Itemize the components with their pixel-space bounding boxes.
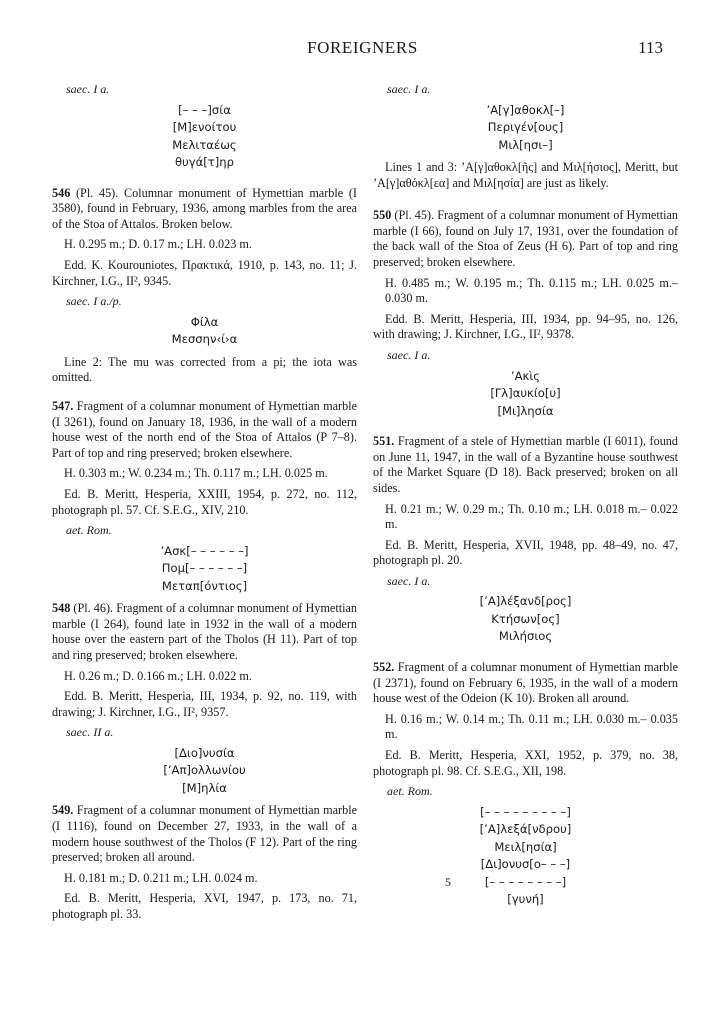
- inscription-line: [Μι]λησία: [497, 403, 554, 418]
- inscription-line: [Μ]ενοίτου: [172, 120, 237, 135]
- bibliography: Edd. K. Kourouniotes, Πρακτικά, 1910, p. 143, no. 11; J. Kirchner, I.G., II², 9345.: [52, 257, 357, 288]
- measurements: H. 0.295 m.; D. 0.17 m.; LH. 0.023 m.: [64, 237, 252, 252]
- inscription-line: Μειλ[ησία]: [494, 839, 557, 854]
- entry-description: Fragment of a columnar monument of Hymettian marble (I 3261), found on January 18, 1936, in the wall of a modern house west of the north end of the Stoa of Attalos (P 7–8). Part of top and ring preserved; broken elsewhere.: [52, 398, 357, 460]
- line-number: 5: [445, 874, 451, 889]
- inscription-line: [– – –]σία: [178, 102, 231, 117]
- measurements: H. 0.485 m.; W. 0.195 m.; Th. 0.115 m.; LH. 0.025 m.– 0.030 m.: [385, 275, 678, 306]
- entry-description: (Pl. 45). Fragment of a columnar monument of Hymettian marble (I 66), found on July 17, 1931, over the foundation of the back wall of the Stoa of Zeus (H 6). Part of top and ring preserved; broken elsewhere.: [373, 208, 678, 270]
- date-label: saec. I a.: [66, 82, 110, 96]
- date-label: aet. Rom.: [387, 784, 433, 799]
- entry-552: [373, 660, 678, 707]
- inscription-line: Φίλα: [190, 314, 219, 329]
- inscription-line: θυγά[τ]ηρ: [174, 155, 235, 170]
- bibliography: Edd. B. Meritt, Hesperia, III, 1934, p. 92, no. 119, with drawing; J. Kirchner, I.G., II², 9357.: [52, 689, 357, 719]
- inscription-text: [52, 314, 357, 349]
- entry-description: Fragment of a columnar monument of Hymettian marble (I 1116), found on December 27, 1933, in the wall of a modern house southwest of the Tholos (F 12). Part of the ring preserved; broken all around.: [52, 803, 357, 865]
- entry-description: Fragment of a columnar monument of Hymettian marble (I 2371), found on February 6, 1935, in the wall of a modern house west of the Odeion (K 10). Broken all around.: [373, 659, 678, 706]
- measurements: H. 0.181 m.; D. 0.211 m.; LH. 0.024 m.: [64, 870, 258, 885]
- entry-546: [52, 186, 357, 233]
- entry-description: (Pl. 46). Fragment of a columnar monument of Hymettian marble (I 264), found late in 1932 in the wall of a modern house over the eastern part of the Tholos (H 11). Part of top and ring preserved; broken elsewhere.: [52, 601, 357, 662]
- measurements: H. 0.303 m.; W. 0.234 m.; Th. 0.117 m.; LH. 0.025 m.: [64, 466, 328, 481]
- entry-number: 548: [52, 601, 71, 616]
- inscription-line: Μελιταέως: [172, 137, 237, 152]
- date-label: saec. I a.: [387, 348, 431, 363]
- inscription-line: [’Α]λέξανδ[ρος]: [479, 594, 572, 609]
- date-label: saec. II a.: [66, 725, 114, 740]
- entry-547: [52, 399, 357, 461]
- page-header: [0, 38, 725, 68]
- inscription-line: ’Ακὶς: [510, 368, 541, 383]
- inscription-line: [’Απ]ολλωνίου: [163, 763, 246, 778]
- entry-number: 550: [373, 208, 392, 223]
- inscription-line-5: [373, 874, 678, 892]
- inscription-line: Μιλ[ησι–]: [498, 137, 553, 152]
- bibliography: Ed. B. Meritt, Hesperia, XVI, 1947, p. 173, no. 71, photograph pl. 33.: [52, 891, 357, 921]
- entry-number: 551.: [373, 434, 395, 449]
- inscription-line: [– – – – – – – – –]: [480, 804, 571, 819]
- inscription-text: [52, 745, 357, 798]
- date-label: saec. I a.: [387, 82, 431, 96]
- entry-number: 546: [52, 185, 71, 200]
- left-column: [52, 80, 357, 928]
- inscription-line: [Διο]νυσία: [174, 745, 235, 760]
- inscription-text: [373, 102, 678, 155]
- inscription-text: [373, 368, 678, 421]
- right-column: [373, 80, 678, 915]
- entry-549: [52, 803, 357, 865]
- inscription-line: ’Ασκ[– – – – – –]: [160, 543, 249, 558]
- bibliography: Edd. B. Meritt, Hesperia, III, 1934, pp. 94–95, no. 126, with drawing; J. Kirchner, I.G., II², 9378.: [373, 311, 678, 342]
- page-number: 113: [638, 38, 663, 57]
- entry-number: 547.: [52, 398, 74, 413]
- inscription-line: [Γλ]αυκίο[υ]: [490, 386, 561, 401]
- inscription-text: [373, 804, 678, 909]
- entry-description: Fragment of a stele of Hymettian marble (I 6011), found on June 11, 1947, in the wall of a Byzantine house southwest of the Market Square (D 18). Back preserved; broken on all sides.: [373, 434, 678, 495]
- bibliography: Ed. B. Meritt, Hesperia, XXIII, 1954, p. 272, no. 112, photograph pl. 57. Cf. S.E.G., XIV, 210.: [52, 486, 357, 517]
- inscription-text: [373, 593, 678, 646]
- commentary-note: Line 2: The mu was corrected from a pi; the iota was omitted.: [52, 354, 357, 385]
- bibliography: Ed. B. Meritt, Hesperia, XVII, 1948, pp. 48–49, no. 47, photograph pl. 20.: [373, 537, 678, 568]
- inscription-line: Περιγέν[ους]: [487, 120, 564, 135]
- measurements: H. 0.16 m.; W. 0.14 m.; Th. 0.11 m.; LH. 0.030 m.– 0.035 m.: [385, 711, 678, 742]
- inscription-text: [52, 102, 357, 172]
- inscription-line: [’Α]λεξά[νδρου]: [479, 822, 572, 837]
- inscription-text: [52, 543, 357, 596]
- inscription-line: Πομ[– – – – – –]: [161, 561, 248, 576]
- measurements: H. 0.21 m.; W. 0.29 m.; Th. 0.10 m.; LH. 0.018 m.– 0.022 m.: [385, 501, 678, 532]
- date-label: aet. Rom.: [66, 523, 112, 538]
- entry-548: [52, 601, 357, 663]
- entry-description: (Pl. 45). Columnar monument of Hymettian marble (I 3580), found in February, 1936, among marbles from the area of the Stoa of Attalos. Broken below.: [52, 185, 357, 231]
- inscription-line: Μιλήσιος: [498, 629, 553, 644]
- inscription-line: ’Α[γ]αθοκλ[–]: [486, 102, 565, 117]
- inscription-line: Μεσσην‹ί›α: [171, 332, 238, 347]
- commentary-note: Lines 1 and 3: ’Α[γ]αθοκλ[ῆς] and Μιλ[ήσιος], Meritt, but ’Α[γ]αθόκλ[εα] and Μιλ[ησία] are just as likely.: [373, 160, 678, 190]
- inscription-line: [Δι]ονυσ[ο– – –]: [480, 857, 571, 872]
- inscription-line-text: [– – – – – – – –]: [484, 874, 567, 889]
- entry-number: 549.: [52, 803, 74, 818]
- entry-550: [373, 208, 678, 270]
- running-title: FOREIGNERS: [307, 38, 418, 57]
- bibliography: Ed. B. Meritt, Hesperia, XXI, 1952, p. 379, no. 38, photograph pl. 98. Cf. S.E.G., XII, 198.: [373, 747, 678, 778]
- entry-551: [373, 434, 678, 496]
- inscription-line: Μεταπ[όντιος]: [161, 578, 248, 593]
- date-label: saec. I a./p.: [66, 294, 122, 309]
- inscription-line: [Μ]ηλία: [182, 780, 227, 795]
- inscription-line: [γυνή]: [507, 892, 544, 907]
- entry-number: 552.: [373, 659, 395, 674]
- date-label: saec. I a.: [387, 573, 431, 588]
- inscription-line: Κτήσων[ος]: [491, 611, 560, 626]
- measurements: H. 0.26 m.; D. 0.166 m.; LH. 0.022 m.: [64, 668, 252, 683]
